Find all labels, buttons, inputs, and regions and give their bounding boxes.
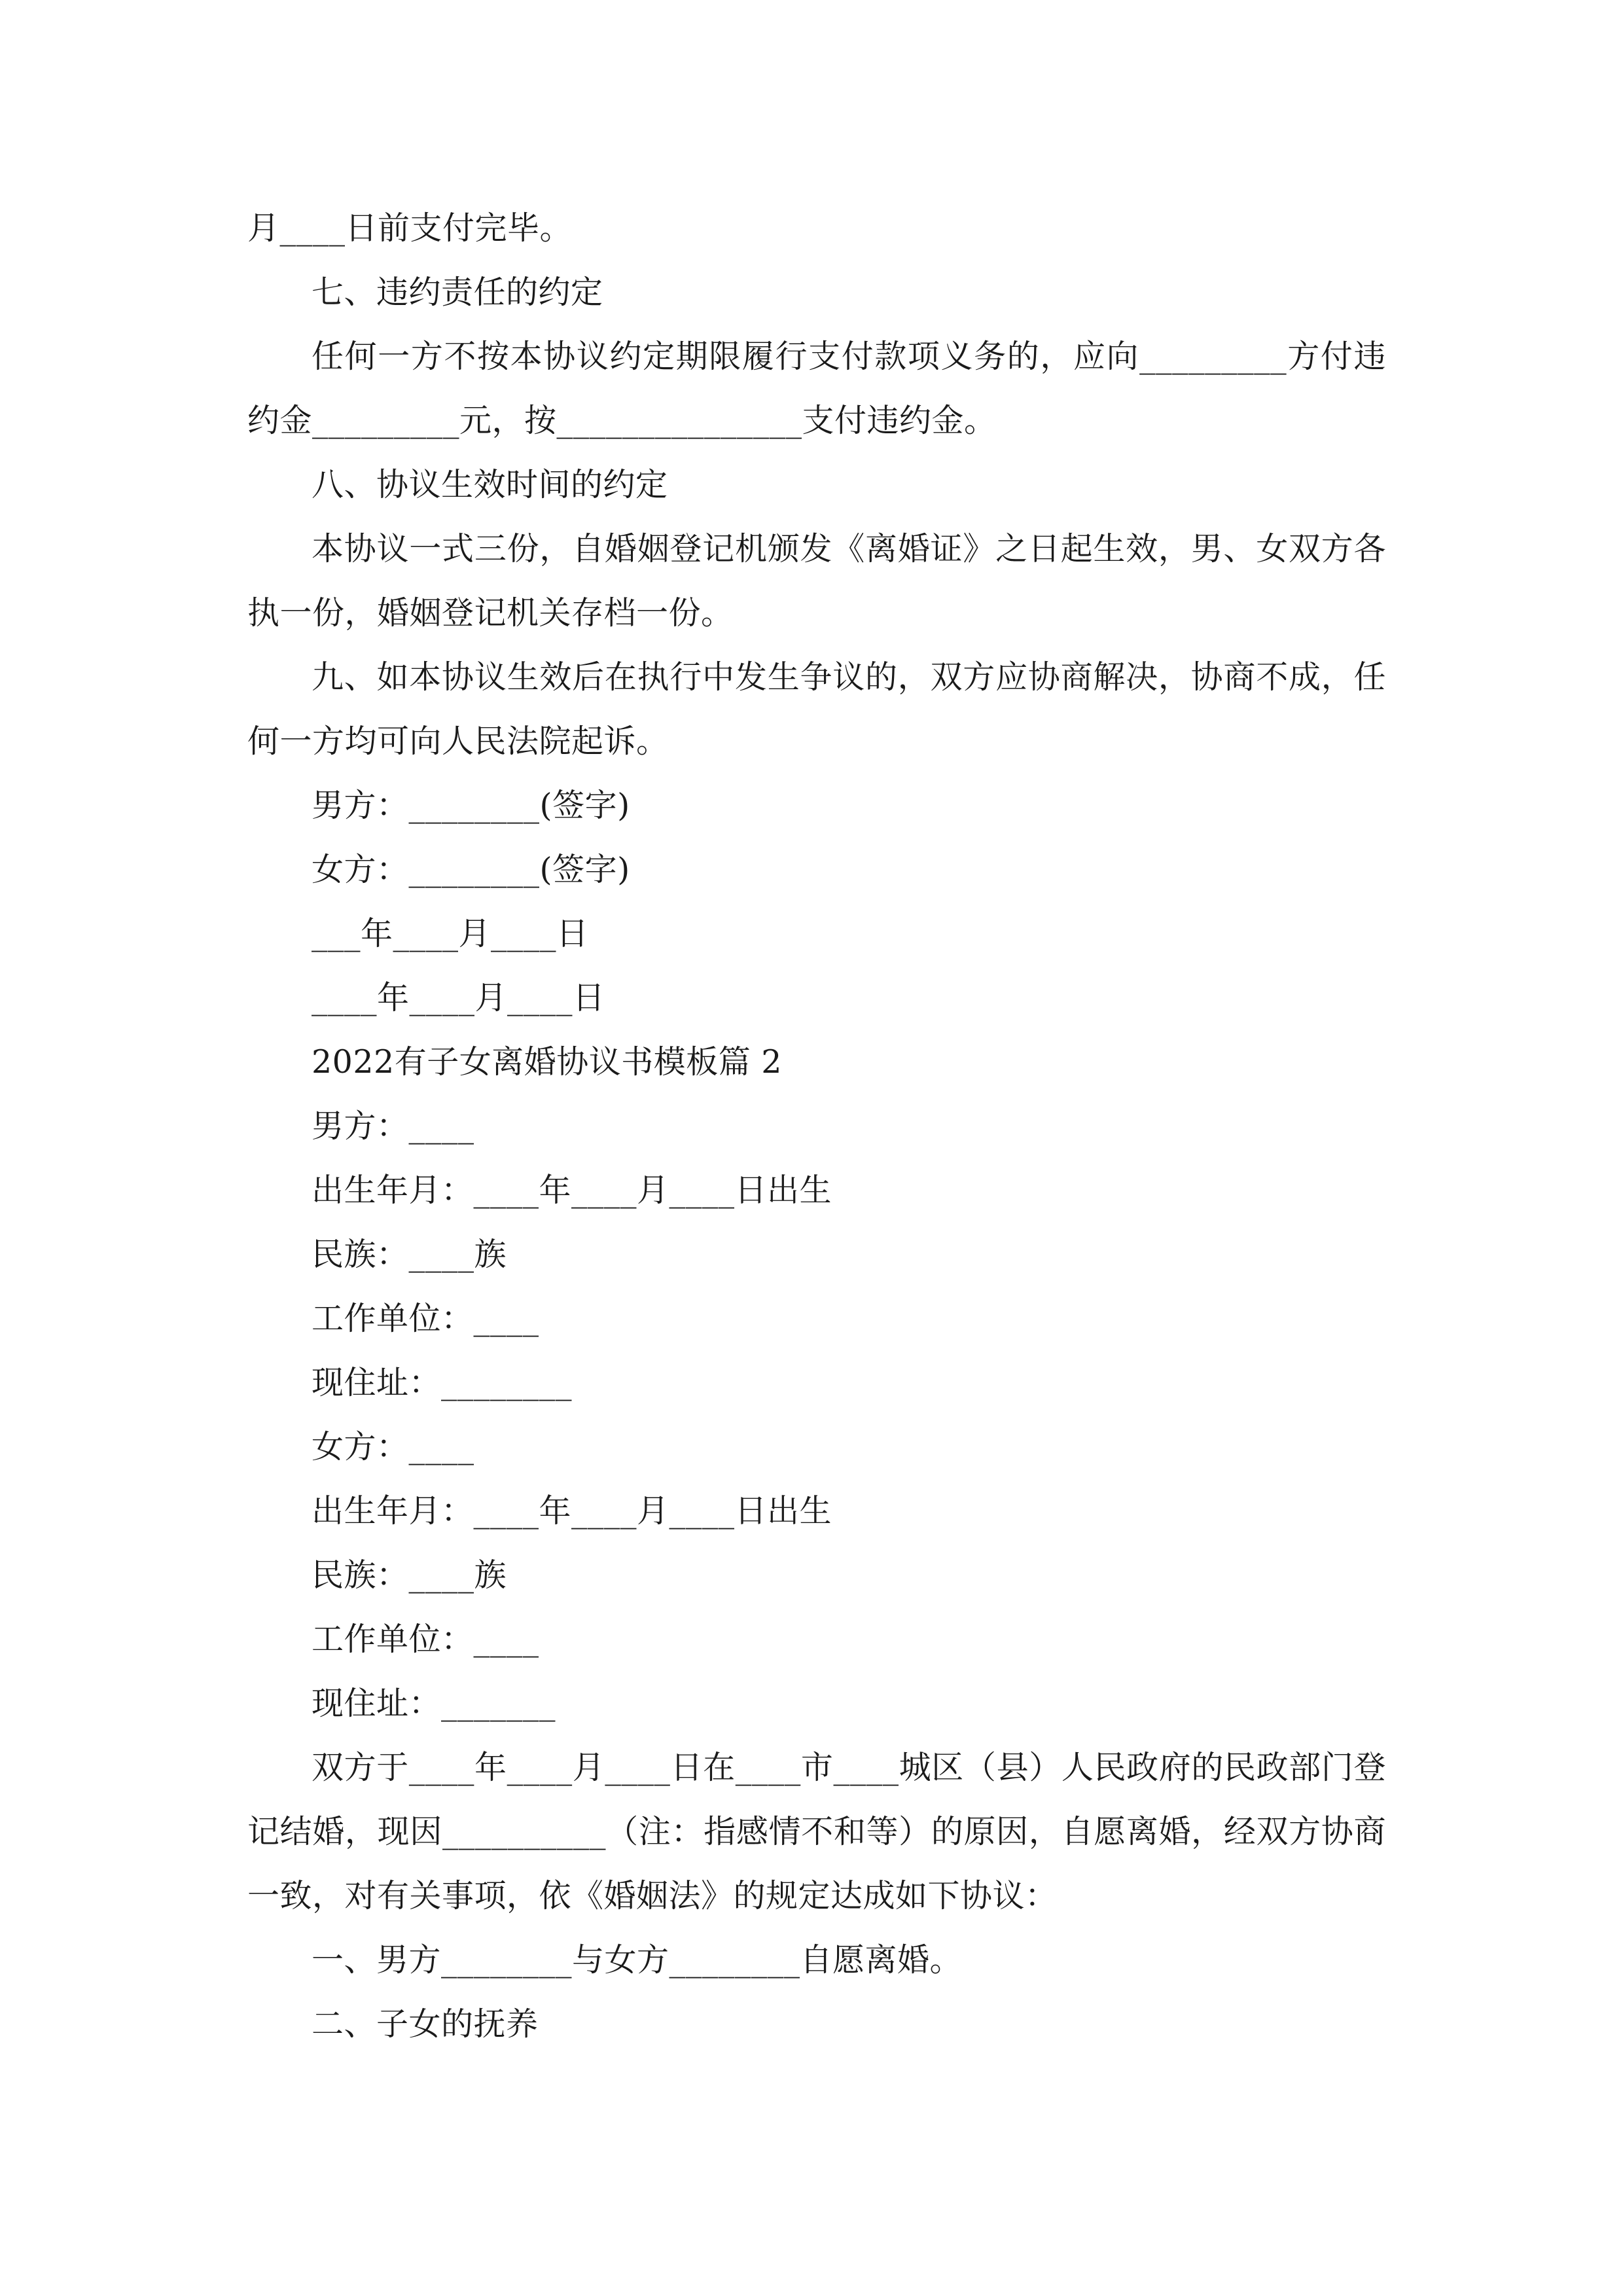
male-employer-field: 工作单位：____ xyxy=(312,1300,539,1337)
female-ethnicity-field: 民族：____族 xyxy=(312,1556,507,1594)
female-address-field: 现住址：_______ xyxy=(312,1685,556,1722)
document-body xyxy=(247,196,1386,2056)
heading-breach-liability: 七、违约责任的约定 xyxy=(312,274,603,311)
male-ethnicity-field: 民族：____族 xyxy=(312,1236,507,1273)
male-birth-date-field: 出生年月：____年____月____日出生 xyxy=(312,1172,832,1209)
male-address-field: 现住址：________ xyxy=(312,1364,573,1401)
clause-1-divorce: 一、男方________与女方________自愿离婚。 xyxy=(312,1941,963,1979)
clause-2-child-support-heading: 二、子女的抚养 xyxy=(312,2005,539,2043)
section-title-template-2: 2022有子女离婚协议书模板篇 2 xyxy=(312,1043,782,1081)
paragraph-marriage-registration: 双方于____年____月____日在____市____城区（县）人民政府的民政部门登记结婚，现因__________（注：指感情不和等）的原因，自愿离婚，经双方协商一致，对有关事项，依《婚姻法》的规定达成如下协议： xyxy=(247,1749,1386,1914)
signature-female: 女方：________(签字) xyxy=(312,851,630,888)
heading-effective-time: 八、协议生效时间的约定 xyxy=(312,466,668,503)
paragraph-payment-deadline: 月____日前支付完毕。 xyxy=(247,209,573,247)
paragraph-dispute: 九、如本协议生效后在执行中发生争议的，双方应协商解决，协商不成，任何一方均可向人民法院起诉。 xyxy=(247,658,1386,760)
female-employer-field: 工作单位：____ xyxy=(312,1621,539,1658)
signature-date-1: ___年____月____日 xyxy=(312,915,589,952)
paragraph-copies: 本协议一式三份，自婚姻登记机颁发《离婚证》之日起生效，男、女双方各执一份，婚姻登记机关存档一份。 xyxy=(247,530,1386,632)
male-name-field: 男方：____ xyxy=(312,1107,474,1145)
female-name-field: 女方：____ xyxy=(312,1428,474,1465)
signature-date-2: ____年____月____日 xyxy=(312,979,605,1016)
paragraph-breach-penalty: 任何一方不按本协议约定期限履行支付款项义务的，应向_________方付违约金_________元，按_______________支付违约金。 xyxy=(247,338,1386,439)
signature-male: 男方：________(签字) xyxy=(312,787,630,824)
female-birth-date-field: 出生年月：____年____月____日出生 xyxy=(312,1492,832,1530)
